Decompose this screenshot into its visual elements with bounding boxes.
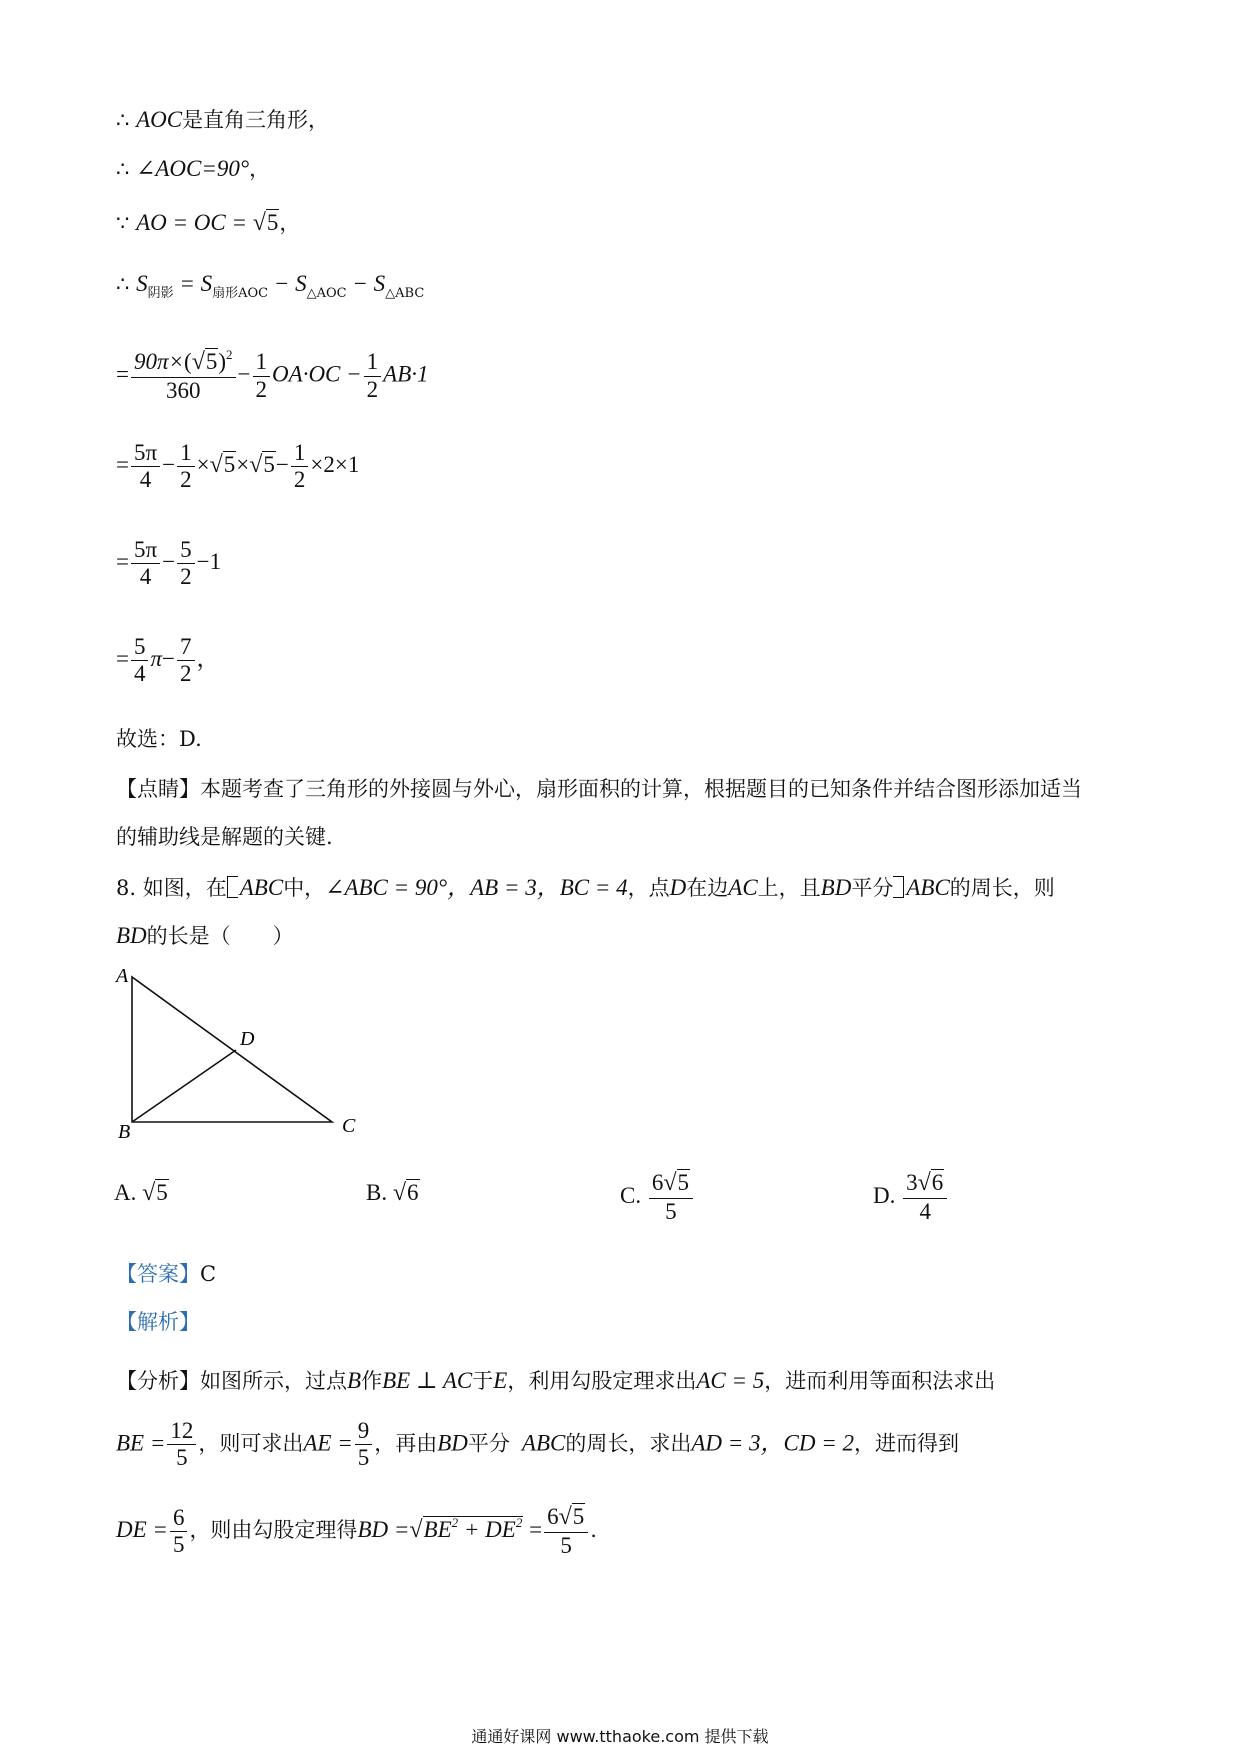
line-7: [116, 537, 221, 591]
triangle-figure: [110, 960, 370, 1145]
text: 于: [472, 1369, 494, 1393]
line-3: [116, 209, 300, 238]
text: 作: [361, 1369, 383, 1393]
text: 的周长，求出: [565, 1431, 692, 1456]
analysis-line-1: [116, 1367, 995, 1395]
math: D: [669, 875, 687, 900]
answer-label: 【答案】: [116, 1262, 200, 1286]
text: ，点: [627, 876, 670, 900]
term: ，: [196, 646, 220, 672]
note-label: 【点睛】: [116, 777, 200, 801]
line-5: [116, 348, 429, 404]
math: ∠ABC = 90°，AB = 3，BC = 4: [325, 875, 628, 900]
fraction: $\frac{6√5}{5}$: [544, 1504, 588, 1559]
eq: = S: [173, 271, 213, 296]
text: 如图所示，过点: [200, 1369, 347, 1393]
sqrt: √6: [392, 1180, 419, 1206]
eq: =: [116, 452, 129, 478]
math-eq: AO = OC =: [136, 210, 253, 235]
math: DE =: [116, 1517, 168, 1543]
answer-line: 故选：D.: [116, 727, 202, 751]
text: ，: [279, 211, 301, 235]
fraction: $\frac{12}{5}$: [167, 1418, 196, 1472]
minus: − S: [346, 271, 386, 296]
times: ×: [236, 452, 250, 478]
analysis-line-3: [116, 1504, 597, 1559]
math: AC = 5: [696, 1368, 765, 1393]
question-number: 8.: [116, 876, 137, 900]
choice-label: A.: [114, 1180, 137, 1205]
fraction: $\frac{90\pi\times(√5)^2}{360}$: [131, 348, 236, 404]
label-c: C: [342, 1115, 356, 1137]
math: AE =: [303, 1430, 353, 1456]
choice-a[interactable]: [114, 1180, 169, 1207]
answer-value: C: [200, 1262, 217, 1286]
fraction: $\frac{1}{2}$: [291, 440, 309, 494]
fraction: $\frac{9}{5}$: [355, 1418, 373, 1472]
math: BE ⊥ AC: [382, 1368, 473, 1393]
line-4: [116, 270, 424, 302]
label-b: B: [118, 1121, 131, 1143]
math: BD: [116, 923, 147, 948]
text: 平分: [467, 1431, 510, 1456]
math: BE =: [116, 1430, 166, 1456]
term: OA·OC −: [272, 361, 362, 387]
minus: − S: [268, 271, 307, 296]
fraction: $\frac{1}{2}$: [364, 349, 382, 403]
math: AD = 3，CD = 2: [691, 1430, 855, 1456]
text: 如图，在: [142, 876, 227, 900]
triangle-symbol: [893, 876, 904, 898]
math-angle: ∠AOC=90°: [136, 156, 250, 181]
therefore-symbol: ∴: [116, 108, 130, 132]
sub: 扇形AOC: [212, 286, 269, 301]
fraction: $\frac{7}{2}$: [177, 634, 195, 688]
term: −1: [196, 549, 222, 575]
analysis-label: 【解析】: [116, 1310, 200, 1334]
sqrt: $√BE^2 + DE^2$: [409, 1515, 523, 1544]
fraction: $\frac{1}{2}$: [177, 440, 195, 494]
text: ，进而利用等面积法求出: [764, 1369, 996, 1393]
note-line-1: [116, 777, 1082, 802]
text: 上，且: [757, 876, 821, 900]
fraction: $\frac{5\pi}{4}$: [131, 537, 160, 591]
page-footer: 通通好课网 www.tthaoke.com 提供下载: [471, 1727, 769, 1746]
minus: −: [162, 646, 175, 672]
choice-label: D.: [873, 1182, 896, 1208]
eq: =: [116, 549, 129, 575]
fraction: $\frac{5\pi}{4}$: [131, 440, 160, 494]
pi: π: [150, 646, 163, 672]
triangle-symbol: [227, 876, 238, 898]
text: ，再由: [374, 1431, 438, 1456]
text: 是直角三角形，: [182, 108, 330, 132]
text: 在边: [686, 876, 729, 900]
text: 平分: [851, 876, 894, 900]
times: ×: [196, 452, 210, 478]
math: B: [347, 1368, 362, 1393]
eq: =: [116, 361, 129, 387]
text: ，进而得到: [854, 1431, 960, 1456]
math: E: [493, 1368, 508, 1393]
choice-label: B.: [366, 1180, 388, 1205]
choice-b[interactable]: [366, 1180, 420, 1207]
line-6: [116, 440, 359, 494]
text: 的长是（ ）: [146, 924, 294, 948]
because-symbol: ∵: [116, 211, 130, 235]
therefore-symbol: ∴: [116, 157, 130, 181]
fraction: $\frac{6}{5}$: [170, 1505, 188, 1559]
sqrt: √5: [252, 210, 279, 236]
sub: △ABC: [385, 286, 425, 301]
minus: −: [162, 549, 176, 575]
segment-bd: [132, 1050, 236, 1122]
line-8: [116, 634, 220, 688]
question-8-line-2: [116, 922, 294, 950]
eq: =: [116, 646, 129, 672]
fraction: $\frac{5}{4}$: [131, 634, 149, 688]
analysis-line-2: [116, 1418, 959, 1472]
math: BD =: [357, 1517, 410, 1543]
s: S: [136, 271, 148, 296]
triangle-abc: [132, 977, 332, 1122]
text: ，: [249, 157, 271, 181]
text: ，则可求出: [198, 1431, 304, 1456]
math-aoc: AOC: [136, 107, 183, 132]
math: AC: [728, 875, 758, 900]
note-text: 本题考查了三角形的外接圆与外心，扇形面积的计算，根据题目的已知条件并结合图形添加适当: [200, 777, 1082, 801]
math: ABC: [906, 875, 950, 900]
text: 中，: [283, 876, 326, 900]
choice-c[interactable]: [620, 1170, 695, 1225]
choice-d[interactable]: [873, 1170, 949, 1225]
element: =: [523, 1517, 543, 1543]
term: AB·1: [383, 361, 429, 387]
fraction: $\frac{3√6}{4}$: [903, 1170, 947, 1225]
question-8-line-1: [116, 874, 1055, 902]
sqrt: √5: [142, 1180, 168, 1206]
text: .: [590, 1518, 597, 1543]
sub: 阴影: [147, 286, 174, 301]
math: BD: [820, 875, 852, 900]
sqrt: √5: [209, 452, 236, 479]
analysis-sub-label: 【分析】: [116, 1369, 200, 1393]
math: BD: [437, 1430, 468, 1456]
line-1: [116, 106, 329, 134]
math: ABC: [239, 875, 284, 900]
math: ABC: [521, 1430, 566, 1456]
fraction: $\frac{1}{2}$: [253, 349, 271, 403]
minus: −: [237, 361, 251, 387]
sub: △AOC: [306, 286, 347, 301]
term: ×2×1: [310, 452, 360, 478]
choice-label: C.: [620, 1182, 642, 1208]
therefore-symbol: ∴: [116, 272, 130, 296]
minus: −: [162, 452, 176, 478]
text: 的周长，则: [949, 876, 1055, 900]
note-line-2: 的辅助线是解题的关键.: [116, 825, 333, 849]
sqrt: √5: [249, 452, 275, 479]
label-d: D: [240, 1028, 255, 1050]
fraction: $\frac{6√5}{5}$: [649, 1170, 693, 1225]
answer-block: [116, 1262, 216, 1287]
minus: −: [275, 452, 289, 478]
text: ，则由勾股定理得: [189, 1518, 358, 1543]
label-a: A: [116, 965, 129, 987]
line-2: [116, 155, 270, 183]
fraction: $\frac{5}{2}$: [177, 537, 195, 591]
text: ，利用勾股定理求出: [507, 1369, 697, 1393]
